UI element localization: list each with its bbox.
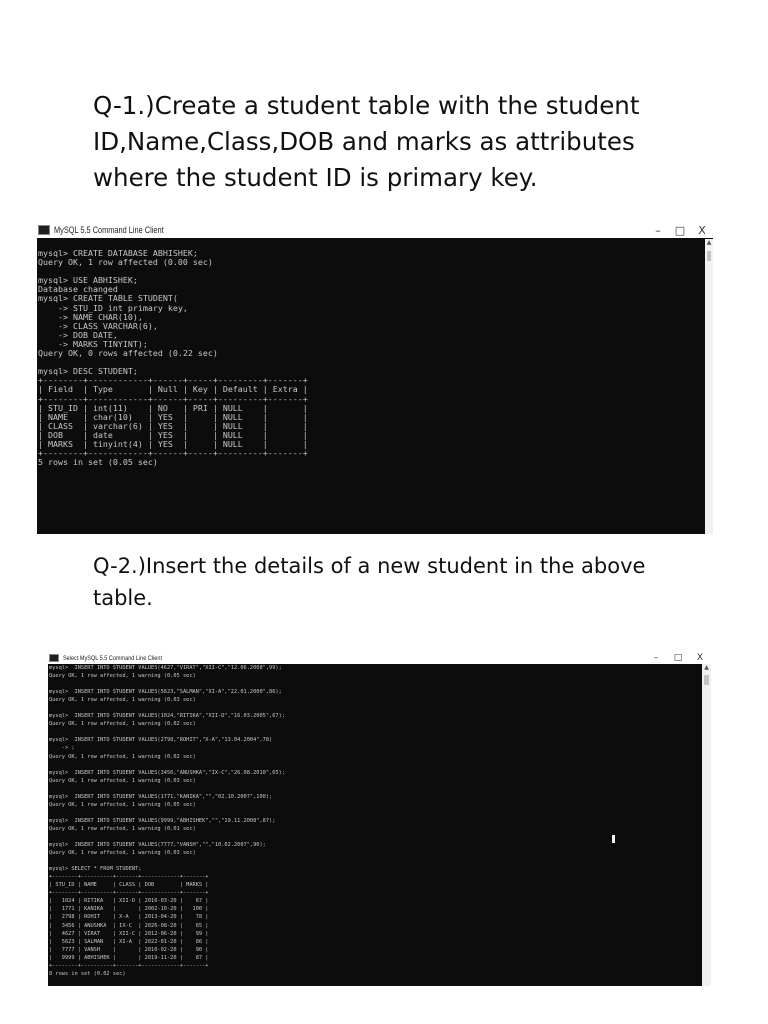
window-title: MySQL 5.5 Command Line Client	[54, 225, 164, 235]
console-line	[49, 785, 702, 793]
console-line: mysql> USE ABHISHEK;	[38, 275, 138, 286]
console-line: | 3456 | ANUSHKA | IX-C | 2026-08-20 | 65 |	[49, 922, 209, 929]
console-line: mysql> INSERT INTO STUDENT VALUES(1771,"KANIKA","","02.10.2007",100);	[49, 793, 273, 800]
console-line: +--------+------------+------+-----+---------+-------+	[38, 448, 308, 459]
console-app-icon	[38, 225, 50, 235]
console-line: mysql> INSERT INTO STUDENT VALUES(2798,"ROHIT","X-A","13.04.2004",78)	[49, 737, 273, 744]
console-line: | STU_ID | int(11) | NO | PRI | NULL | |	[38, 402, 308, 413]
mysql-console-window-1[interactable]	[37, 222, 713, 534]
console-line: 5 rows in set (0.05 sec)	[38, 457, 158, 468]
console-line: Query OK, 1 row affected, 1 warning (0.03 sec)	[49, 850, 196, 857]
console-line: -> DOB DATE,	[38, 329, 118, 340]
console-line	[38, 358, 705, 367]
console-line: mysql> INSERT INTO STUDENT VALUES(9999,"ABHISHEK","","19.11.2008",87);	[49, 817, 276, 824]
console-line: | STU_ID | NAME | CLASS | DOB | MARKS |	[49, 882, 209, 889]
console-line: -> MARKS TINYINT);	[38, 338, 148, 349]
restore-button[interactable]: □	[674, 223, 686, 237]
question-2-text: Q-2.)Insert the details of a new student in the above table.	[93, 554, 646, 610]
console-line: Query OK, 1 row affected (0.00 sec)	[38, 257, 213, 268]
console-line: | MARKS | tinyint(4) | YES | | NULL | |	[38, 438, 308, 449]
console-line: | NAME | char(10) | YES | | NULL | |	[38, 411, 308, 422]
console-line: | DOB | date | YES | | NULL | |	[38, 429, 308, 440]
console-line: +--------+----------+-------+------------+-------+	[49, 890, 209, 897]
console-line: mysql> SELECT * FROM STUDENT;	[49, 866, 142, 873]
console-line	[49, 833, 702, 841]
close-button[interactable]: X	[696, 653, 704, 663]
console-line	[49, 761, 702, 769]
question-1-text: Q-1.)Create a student table with the student ID,Name,Class,DOB and marks as attributes where the student ID is primary key.	[93, 91, 640, 192]
console-line: mysql> INSERT INTO STUDENT VALUES(3456,"ANUSHKA","IX-C","26.08.2010",65);	[49, 769, 285, 776]
text-cursor	[612, 835, 615, 843]
console-line	[49, 857, 702, 865]
console-line: | 1771 | KANIKA | | 2002-10-20 | 100 |	[49, 906, 209, 913]
vertical-scrollbar[interactable]	[705, 239, 713, 534]
scroll-up-arrow-icon[interactable]: ▲	[706, 239, 712, 246]
console-line: Query OK, 1 row affected, 1 warning (0.03 sec)	[49, 777, 196, 784]
console-line: mysql> CREATE TABLE STUDENT(	[38, 293, 178, 304]
mysql-console-window-2[interactable]	[48, 652, 711, 986]
window-title-bar[interactable]	[37, 222, 713, 238]
console-line: 8 rows in set (0.02 sec)	[49, 970, 126, 977]
restore-button[interactable]: □	[673, 653, 683, 663]
console-line: | 2798 | ROHIT | X-A | 2013-04-20 | 78 |	[49, 914, 209, 921]
console-line: -> CLASS VARCHAR(6),	[38, 320, 158, 331]
console-line: mysql> INSERT INTO STUDENT VALUES(7777,"VANSH","","10.02.2007",90);	[49, 842, 266, 849]
console-line: | 5623 | SALMAN | XI-A | 2022-01-20 | 86 |	[49, 938, 209, 945]
console-line: mysql> CREATE DATABASE ABHISHEK;	[38, 248, 198, 258]
console-line: mysql> DESC STUDENT;	[38, 366, 138, 377]
console-line	[49, 809, 702, 817]
console-app-icon	[49, 654, 59, 662]
scroll-up-arrow-icon[interactable]: ▲	[704, 664, 709, 671]
console-line: -> NAME CHAR(10),	[38, 311, 143, 322]
console-output	[48, 664, 702, 986]
close-button[interactable]: X	[698, 223, 706, 237]
console-line: Query OK, 1 row affected, 1 warning (0.01 sec)	[49, 825, 196, 832]
console-line	[49, 704, 702, 712]
console-line: +--------+------------+------+-----+---------+-------+	[38, 375, 308, 386]
console-line: Query OK, 1 row affected, 1 warning (0.02 sec)	[49, 753, 196, 760]
console-line: Database changed	[38, 284, 118, 295]
console-line: | 9999 | ABHISHEK | | 2019-11-20 | 87 |	[49, 954, 209, 961]
console-line	[49, 680, 702, 688]
console-line: | 4627 | VIRAT | XII-C | 2012-06-20 | 99 |	[49, 930, 209, 937]
vertical-scrollbar[interactable]	[702, 664, 711, 986]
console-line: | 1024 | RITIKA | XII-D | 2016-03-20 | 67 |	[49, 898, 209, 905]
console-line: Query OK, 1 row affected, 1 warning (0.05 sec)	[49, 801, 196, 808]
console-line: -> ;	[49, 745, 75, 752]
console-output	[37, 239, 705, 534]
console-line	[49, 728, 702, 736]
window-title-bar[interactable]	[48, 652, 711, 664]
console-line: Query OK, 1 row affected, 1 warning (0.02 sec)	[49, 721, 196, 728]
window-title: Select MySQL 5.5 Command Line Client	[63, 654, 162, 662]
console-line	[38, 267, 705, 276]
console-line: mysql> INSERT INTO STUDENT VALUES(1024,"RITIKA","XII-D","16.03.2005",67);	[49, 713, 285, 720]
console-line: +--------+----------+-------+------------+-------+	[49, 962, 209, 969]
minimize-button[interactable]: –	[655, 223, 661, 237]
console-line: +--------+------------+------+-----+---------+-------+	[38, 393, 308, 404]
minimize-button[interactable]: –	[653, 653, 659, 663]
scrollbar-thumb[interactable]	[704, 675, 709, 685]
scrollbar-thumb[interactable]	[707, 251, 711, 261]
console-line: +--------+----------+-------+------------+-------+	[49, 874, 209, 881]
console-line: mysql> INSERT INTO STUDENT VALUES(5623,"SALMAN","XI-A","22.01.2000",86);	[49, 689, 282, 696]
console-line: Query OK, 1 row affected, 1 warning (0.05 sec)	[49, 673, 196, 680]
console-line: | Field | Type | Null | Key | Default | Extra |	[38, 384, 308, 395]
console-line: | 7777 | VANSH | | 2010-02-20 | 90 |	[49, 946, 209, 953]
console-line: -> STU_ID int primary key,	[38, 302, 188, 313]
console-line: mysql> INSERT INTO STUDENT VALUES(4627,"VIRAT","XII-C","12.06.2008",99);	[49, 665, 282, 671]
console-line: Query OK, 1 row affected, 1 warning (0.03 sec)	[49, 697, 196, 704]
console-line: | CLASS | varchar(6) | YES | | NULL | |	[38, 420, 308, 431]
console-line: Query OK, 0 rows affected (0.22 sec)	[38, 348, 218, 359]
